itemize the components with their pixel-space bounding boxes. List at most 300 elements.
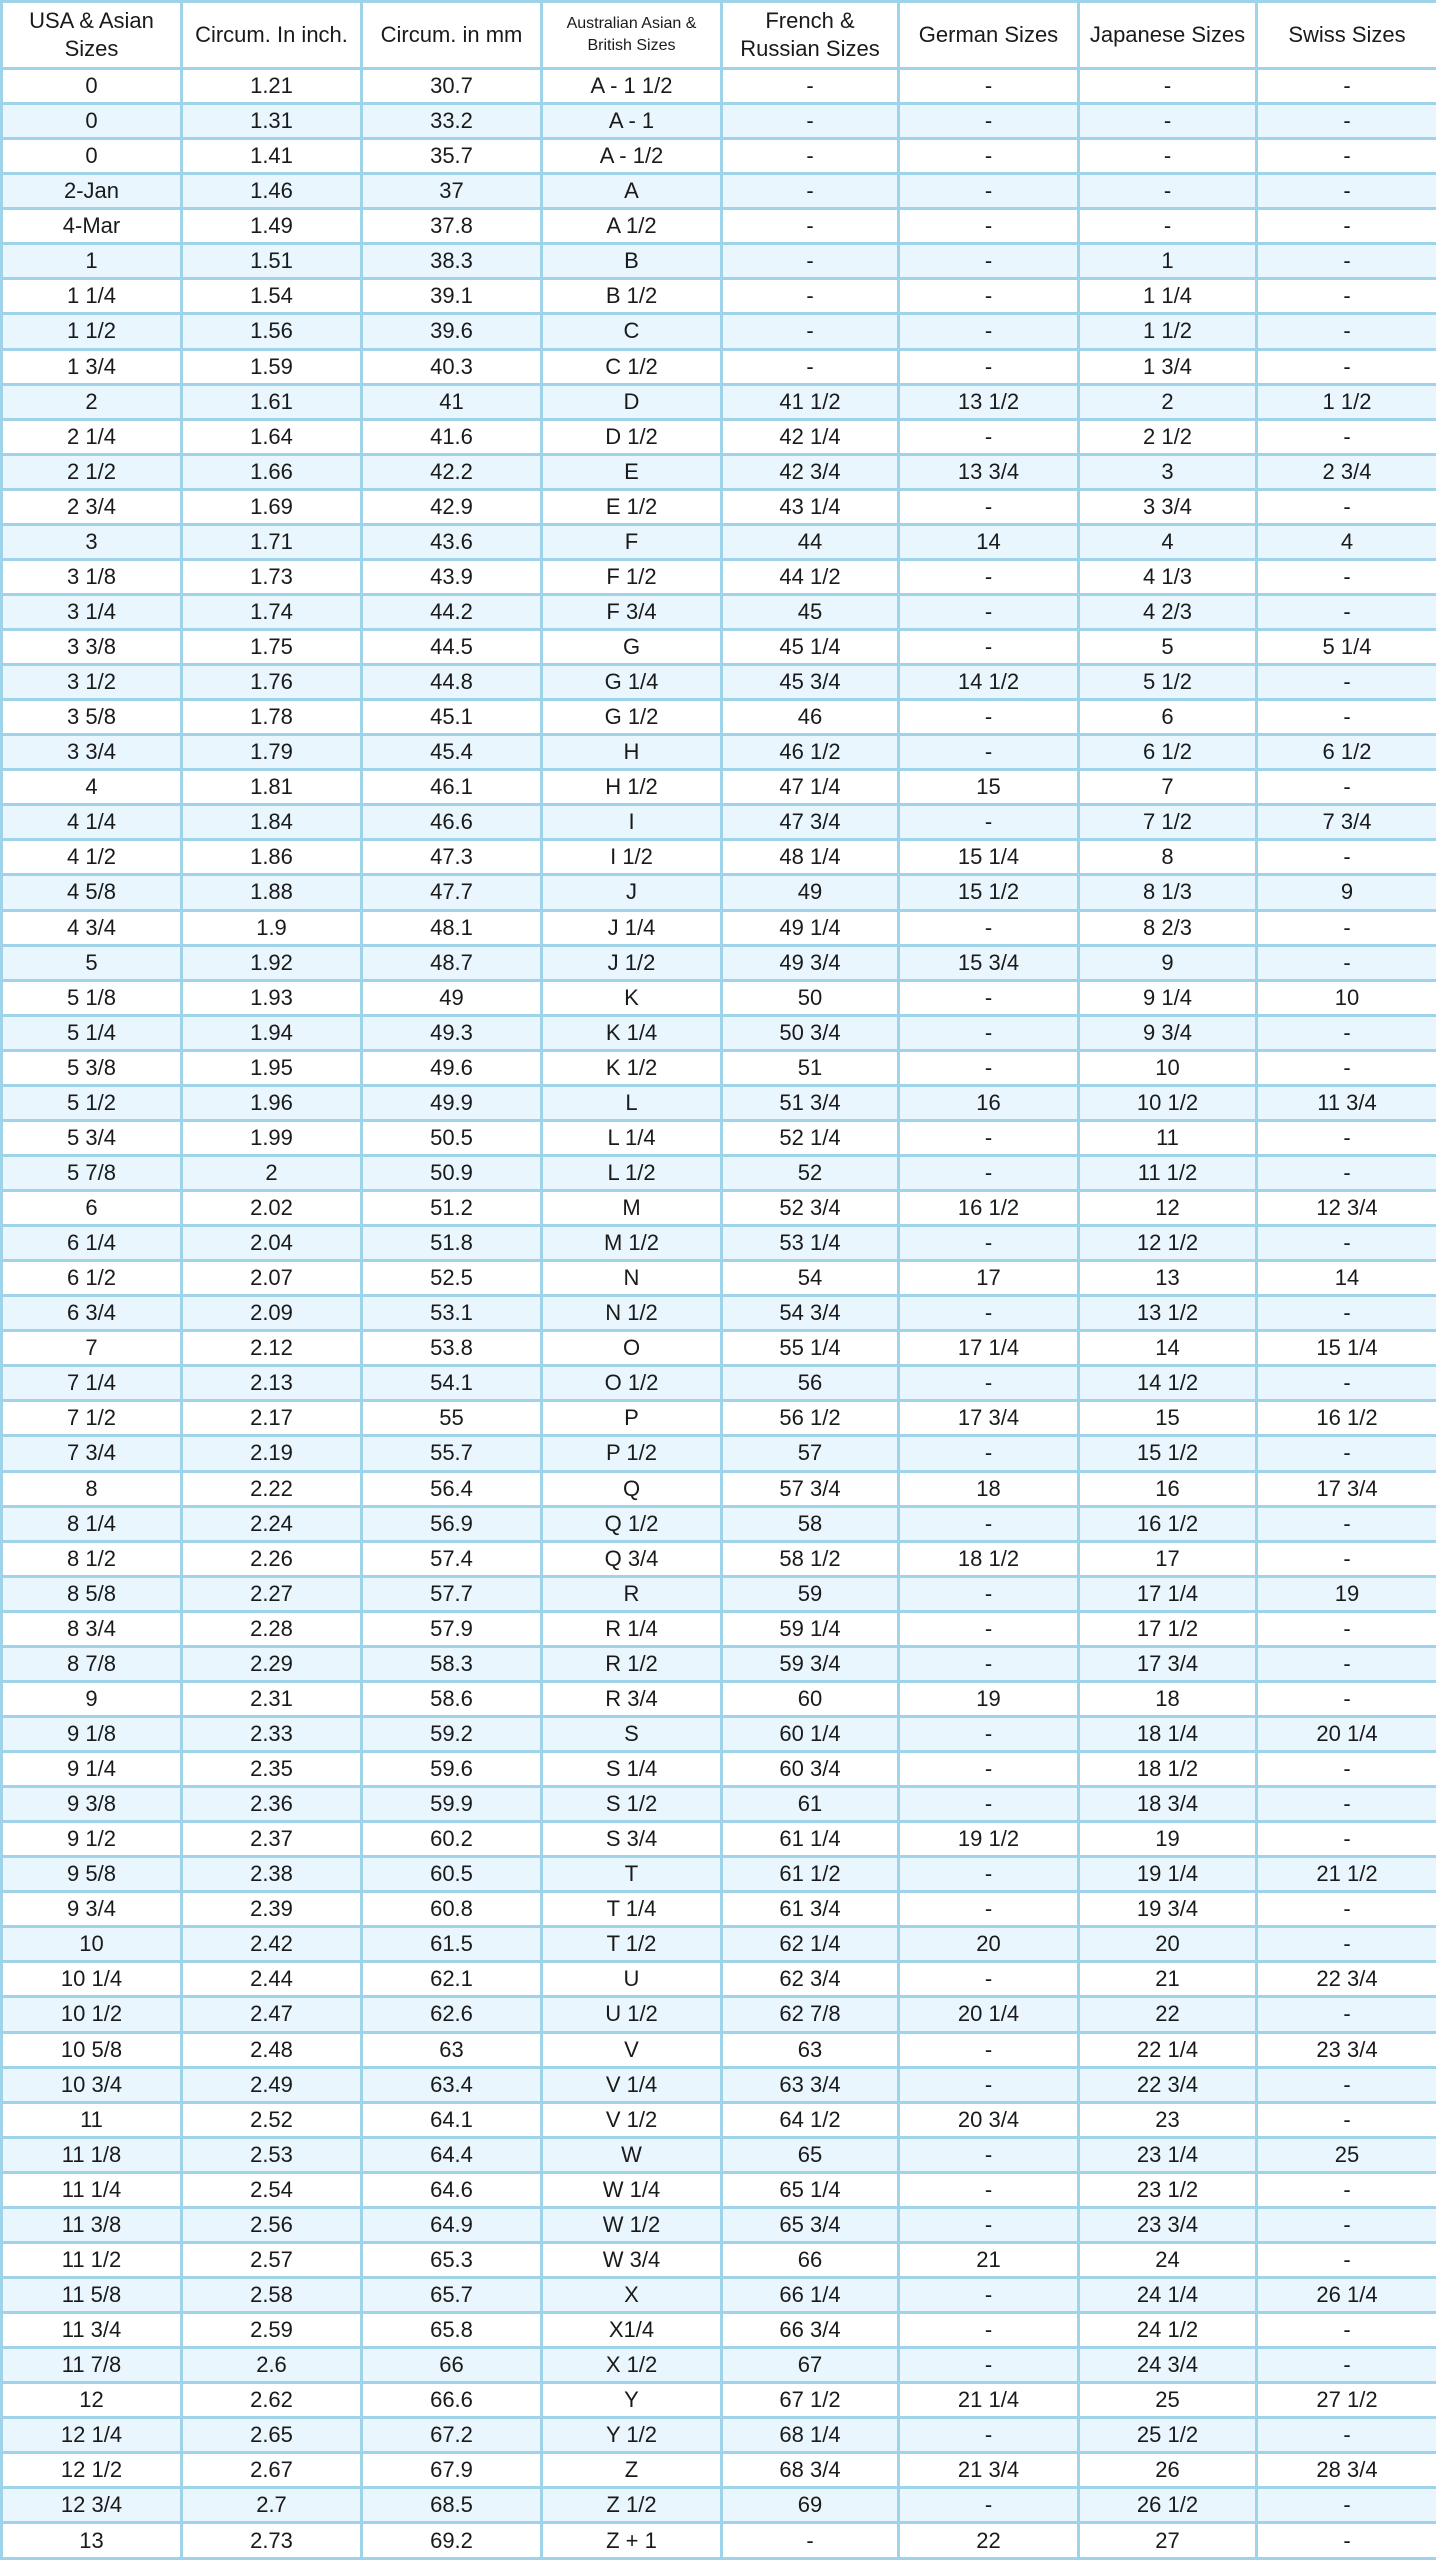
table-row [2,2032,1436,2067]
cell-usa-asian-size: 8 1/2 [2,1541,182,1576]
cell-swiss-size: - [1257,104,1436,139]
cell-usa-asian-size: 9 [2,1681,182,1716]
cell-swiss-size: 27 1/2 [1257,2383,1436,2418]
cell-german-size: - [899,489,1079,524]
cell-japanese-size: 3 3/4 [1079,489,1257,524]
cell-german-size: 16 [899,1085,1079,1120]
cell-usa-asian-size: 6 3/4 [2,1296,182,1331]
cell-australian-british-size: T 1/2 [542,1927,722,1962]
cell-usa-asian-size: 12 [2,2383,182,2418]
cell-french-russian-size: 61 1/2 [722,1857,899,1892]
cell-german-size: - [899,2313,1079,2348]
cell-german-size: - [899,700,1079,735]
cell-usa-asian-size: 12 3/4 [2,2488,182,2523]
cell-circum-inch: 2.36 [182,1787,362,1822]
cell-usa-asian-size: 8 5/8 [2,1576,182,1611]
cell-circum-mm: 53.1 [362,1296,542,1331]
cell-australian-british-size: E 1/2 [542,489,722,524]
cell-japanese-size: 9 1/4 [1079,980,1257,1015]
table-row [2,489,1436,524]
cell-australian-british-size: F 1/2 [542,559,722,594]
cell-circum-inch: 2.56 [182,2207,362,2242]
table-row [2,805,1436,840]
cell-german-size: - [899,1050,1079,1085]
cell-australian-british-size: S 1/2 [542,1787,722,1822]
cell-german-size: - [899,2172,1079,2207]
cell-usa-asian-size: 7 3/4 [2,1436,182,1471]
cell-circum-inch: 2.22 [182,1471,362,1506]
cell-japanese-size: 18 [1079,1681,1257,1716]
cell-circum-inch: 1.95 [182,1050,362,1085]
cell-circum-inch: 1.79 [182,735,362,770]
cell-australian-british-size: N [542,1261,722,1296]
cell-australian-british-size: O [542,1331,722,1366]
cell-german-size: - [899,244,1079,279]
cell-japanese-size: 4 2/3 [1079,594,1257,629]
cell-french-russian-size: - [722,104,899,139]
cell-circum-mm: 62.1 [362,1962,542,1997]
cell-circum-inch: 2.19 [182,1436,362,1471]
cell-usa-asian-size: 5 3/4 [2,1120,182,1155]
cell-swiss-size: 14 [1257,1261,1436,1296]
table-row [2,2277,1436,2312]
cell-circum-inch: 2.44 [182,1962,362,1997]
cell-swiss-size: - [1257,594,1436,629]
cell-usa-asian-size: 0 [2,104,182,139]
cell-australian-british-size: K 1/4 [542,1015,722,1050]
cell-french-russian-size: 56 1/2 [722,1401,899,1436]
cell-french-russian-size: 46 [722,700,899,735]
cell-circum-mm: 53.8 [362,1331,542,1366]
table-row [2,1331,1436,1366]
cell-usa-asian-size: 11 3/8 [2,2207,182,2242]
cell-australian-british-size: P [542,1401,722,1436]
cell-japanese-size: 21 [1079,1962,1257,1997]
cell-usa-asian-size: 10 1/2 [2,1997,182,2032]
cell-swiss-size: - [1257,1997,1436,2032]
cell-japanese-size: 12 1/2 [1079,1226,1257,1261]
cell-australian-british-size: Q [542,1471,722,1506]
cell-japanese-size: - [1079,104,1257,139]
cell-japanese-size: 1 3/4 [1079,349,1257,384]
cell-circum-mm: 54.1 [362,1366,542,1401]
cell-french-russian-size: 63 3/4 [722,2067,899,2102]
cell-circum-inch: 2.57 [182,2242,362,2277]
table-row [2,910,1436,945]
cell-swiss-size: - [1257,419,1436,454]
cell-swiss-size: 19 [1257,1576,1436,1611]
cell-french-russian-size: 59 1/4 [722,1611,899,1646]
cell-circum-inch: 1.71 [182,524,362,559]
cell-japanese-size: 7 [1079,770,1257,805]
cell-french-russian-size: - [722,244,899,279]
table-row [2,1787,1436,1822]
cell-circum-mm: 43.9 [362,559,542,594]
table-header [2,2,1436,69]
cell-usa-asian-size: 8 3/4 [2,1611,182,1646]
table-row [2,384,1436,419]
cell-swiss-size: - [1257,700,1436,735]
cell-circum-inch: 1.84 [182,805,362,840]
cell-swiss-size: - [1257,1822,1436,1857]
cell-circum-mm: 41 [362,384,542,419]
cell-circum-inch: 1.61 [182,384,362,419]
table-row [2,1155,1436,1190]
cell-swiss-size: - [1257,1611,1436,1646]
cell-german-size: 20 [899,1927,1079,1962]
table-row [2,174,1436,209]
cell-swiss-size: - [1257,1646,1436,1681]
cell-circum-inch: 2.04 [182,1226,362,1261]
table-row [2,1681,1436,1716]
cell-japanese-size: 8 [1079,840,1257,875]
cell-german-size: - [899,1015,1079,1050]
cell-circum-mm: 51.8 [362,1226,542,1261]
cell-french-russian-size: 43 1/4 [722,489,899,524]
table-row [2,524,1436,559]
cell-french-russian-size: 54 [722,1261,899,1296]
table-row [2,2453,1436,2488]
cell-circum-inch: 1.78 [182,700,362,735]
cell-german-size: - [899,1787,1079,1822]
cell-german-size: - [899,1892,1079,1927]
cell-german-size: 15 3/4 [899,945,1079,980]
cell-japanese-size: - [1079,209,1257,244]
cell-swiss-size: - [1257,2488,1436,2523]
cell-usa-asian-size: 2 [2,384,182,419]
cell-circum-inch: 1.73 [182,559,362,594]
table-row [2,1436,1436,1471]
cell-french-russian-size: 66 1/4 [722,2277,899,2312]
cell-japanese-size: 13 1/2 [1079,1296,1257,1331]
cell-swiss-size: - [1257,1752,1436,1787]
cell-japanese-size: 6 1/2 [1079,735,1257,770]
cell-french-russian-size: 56 [722,1366,899,1401]
table-row [2,875,1436,910]
header-circum-mm: Circum. in mm [362,2,542,69]
cell-circum-inch: 2.02 [182,1191,362,1226]
cell-circum-inch: 1.9 [182,910,362,945]
cell-swiss-size: - [1257,244,1436,279]
cell-japanese-size: 22 1/4 [1079,2032,1257,2067]
cell-japanese-size: 1 [1079,244,1257,279]
cell-circum-mm: 69.2 [362,2523,542,2559]
cell-japanese-size: 13 [1079,1261,1257,1296]
cell-german-size: 17 [899,1261,1079,1296]
cell-japanese-size: 18 1/2 [1079,1752,1257,1787]
cell-circum-inch: 1.99 [182,1120,362,1155]
cell-australian-british-size: B [542,244,722,279]
cell-swiss-size: - [1257,2418,1436,2453]
cell-french-russian-size: 42 3/4 [722,454,899,489]
header-german-sizes: German Sizes [899,2,1079,69]
cell-usa-asian-size: 5 1/8 [2,980,182,1015]
cell-german-size: - [899,349,1079,384]
cell-japanese-size: 19 [1079,1822,1257,1857]
table-row [2,2383,1436,2418]
cell-japanese-size: 18 3/4 [1079,1787,1257,1822]
table-row [2,314,1436,349]
cell-swiss-size: 1 1/2 [1257,384,1436,419]
cell-circum-inch: 2.67 [182,2453,362,2488]
cell-german-size: - [899,2488,1079,2523]
cell-german-size: - [899,1646,1079,1681]
cell-circum-mm: 51.2 [362,1191,542,1226]
cell-swiss-size: 12 3/4 [1257,1191,1436,1226]
table-row [2,2488,1436,2523]
cell-french-russian-size: 53 1/4 [722,1226,899,1261]
cell-australian-british-size: D [542,384,722,419]
cell-french-russian-size: 66 [722,2242,899,2277]
table-row [2,1611,1436,1646]
cell-circum-mm: 62.6 [362,1997,542,2032]
cell-swiss-size: - [1257,1927,1436,1962]
cell-usa-asian-size: 2 1/2 [2,454,182,489]
cell-australian-british-size: X [542,2277,722,2312]
cell-circum-inch: 1.81 [182,770,362,805]
cell-australian-british-size: O 1/2 [542,1366,722,1401]
cell-usa-asian-size: 11 5/8 [2,2277,182,2312]
header-circum-inch: Circum. In inch. [182,2,362,69]
cell-circum-inch: 2.47 [182,1997,362,2032]
cell-circum-mm: 59.9 [362,1787,542,1822]
cell-german-size: 21 3/4 [899,2453,1079,2488]
cell-australian-british-size: C [542,314,722,349]
cell-australian-british-size: Y [542,2383,722,2418]
cell-circum-mm: 48.7 [362,945,542,980]
cell-japanese-size: - [1079,174,1257,209]
table-row [2,1646,1436,1681]
cell-australian-british-size: H [542,735,722,770]
cell-japanese-size: 22 [1079,1997,1257,2032]
cell-german-size: - [899,2067,1079,2102]
cell-circum-inch: 1.51 [182,244,362,279]
cell-french-russian-size: - [722,69,899,104]
cell-australian-british-size: Y 1/2 [542,2418,722,2453]
cell-circum-inch: 1.76 [182,665,362,700]
cell-french-russian-size: 57 3/4 [722,1471,899,1506]
table-row [2,1857,1436,1892]
cell-french-russian-size: 62 1/4 [722,1927,899,1962]
cell-german-size: - [899,735,1079,770]
table-row [2,1506,1436,1541]
cell-circum-mm: 47.3 [362,840,542,875]
cell-usa-asian-size: 8 [2,1471,182,1506]
cell-swiss-size: - [1257,1541,1436,1576]
cell-french-russian-size: - [722,139,899,174]
cell-circum-inch: 2.37 [182,1822,362,1857]
cell-circum-mm: 49.6 [362,1050,542,1085]
cell-japanese-size: 14 1/2 [1079,1366,1257,1401]
cell-swiss-size: 5 1/4 [1257,630,1436,665]
cell-usa-asian-size: 3 3/8 [2,630,182,665]
cell-german-size: 21 [899,2242,1079,2277]
cell-japanese-size: 20 [1079,1927,1257,1962]
cell-australian-british-size: X1/4 [542,2313,722,2348]
cell-circum-mm: 48.1 [362,910,542,945]
cell-german-size: - [899,805,1079,840]
cell-circum-mm: 67.9 [362,2453,542,2488]
table-row [2,1050,1436,1085]
cell-australian-british-size: Q 1/2 [542,1506,722,1541]
cell-french-russian-size: 65 1/4 [722,2172,899,2207]
cell-french-russian-size: - [722,314,899,349]
cell-swiss-size: 4 [1257,524,1436,559]
table-row [2,735,1436,770]
cell-circum-inch: 1.92 [182,945,362,980]
cell-australian-british-size: J 1/4 [542,910,722,945]
table-row [2,349,1436,384]
cell-german-size: - [899,2348,1079,2383]
cell-swiss-size: - [1257,1296,1436,1331]
cell-circum-inch: 2.48 [182,2032,362,2067]
cell-german-size: - [899,1857,1079,1892]
cell-swiss-size: - [1257,1155,1436,1190]
cell-japanese-size: 11 1/2 [1079,1155,1257,1190]
cell-circum-inch: 1.59 [182,349,362,384]
cell-circum-mm: 68.5 [362,2488,542,2523]
cell-japanese-size: 6 [1079,700,1257,735]
cell-french-russian-size: 63 [722,2032,899,2067]
cell-french-russian-size: 41 1/2 [722,384,899,419]
cell-circum-inch: 2.54 [182,2172,362,2207]
cell-circum-inch: 2.65 [182,2418,362,2453]
cell-circum-inch: 2.12 [182,1331,362,1366]
cell-circum-mm: 33.2 [362,104,542,139]
cell-usa-asian-size: 11 1/2 [2,2242,182,2277]
cell-french-russian-size: 52 1/4 [722,1120,899,1155]
cell-australian-british-size: F [542,524,722,559]
cell-swiss-size: 26 1/4 [1257,2277,1436,2312]
cell-usa-asian-size: 3 1/4 [2,594,182,629]
cell-australian-british-size: T [542,1857,722,1892]
cell-swiss-size: - [1257,1050,1436,1085]
cell-circum-inch: 1.46 [182,174,362,209]
cell-german-size: - [899,1716,1079,1751]
cell-usa-asian-size: 12 1/2 [2,2453,182,2488]
cell-japanese-size: - [1079,69,1257,104]
header-japanese-sizes: Japanese Sizes [1079,2,1257,69]
cell-japanese-size: 1 1/2 [1079,314,1257,349]
cell-australian-british-size: I 1/2 [542,840,722,875]
cell-usa-asian-size: 13 [2,2523,182,2559]
cell-swiss-size: - [1257,1892,1436,1927]
cell-french-russian-size: 45 [722,594,899,629]
cell-australian-british-size: Q 3/4 [542,1541,722,1576]
cell-japanese-size: 5 [1079,630,1257,665]
cell-circum-mm: 58.6 [362,1681,542,1716]
table-row [2,2102,1436,2137]
cell-french-russian-size: 69 [722,2488,899,2523]
cell-french-russian-size: 50 3/4 [722,1015,899,1050]
cell-german-size: - [899,1506,1079,1541]
cell-german-size: - [899,2032,1079,2067]
cell-german-size: - [899,139,1079,174]
cell-australian-british-size: M 1/2 [542,1226,722,1261]
cell-circum-inch: 2.27 [182,1576,362,1611]
cell-circum-inch: 1.41 [182,139,362,174]
cell-circum-mm: 55 [362,1401,542,1436]
cell-swiss-size: - [1257,2242,1436,2277]
cell-german-size: - [899,1120,1079,1155]
cell-japanese-size: 25 1/2 [1079,2418,1257,2453]
cell-japanese-size: 16 1/2 [1079,1506,1257,1541]
cell-circum-mm: 56.9 [362,1506,542,1541]
cell-swiss-size: - [1257,349,1436,384]
cell-circum-mm: 60.5 [362,1857,542,1892]
cell-circum-inch: 1.56 [182,314,362,349]
cell-german-size: 17 3/4 [899,1401,1079,1436]
cell-usa-asian-size: 8 1/4 [2,1506,182,1541]
cell-circum-mm: 63.4 [362,2067,542,2102]
cell-circum-mm: 57.4 [362,1541,542,1576]
cell-usa-asian-size: 5 [2,945,182,980]
cell-french-russian-size: 58 [722,1506,899,1541]
cell-swiss-size: - [1257,770,1436,805]
cell-swiss-size: - [1257,945,1436,980]
cell-swiss-size: - [1257,69,1436,104]
cell-french-russian-size: 68 1/4 [722,2418,899,2453]
cell-australian-british-size: V 1/4 [542,2067,722,2102]
cell-swiss-size: 20 1/4 [1257,1716,1436,1751]
cell-circum-mm: 49.3 [362,1015,542,1050]
cell-circum-mm: 57.7 [362,1576,542,1611]
cell-circum-mm: 64.1 [362,2102,542,2137]
cell-french-russian-size: 60 3/4 [722,1752,899,1787]
cell-japanese-size: 19 3/4 [1079,1892,1257,1927]
cell-usa-asian-size: 12 1/4 [2,2418,182,2453]
cell-swiss-size: 11 3/4 [1257,1085,1436,1120]
cell-german-size: - [899,1226,1079,1261]
cell-french-russian-size: 50 [722,980,899,1015]
cell-circum-mm: 59.6 [362,1752,542,1787]
cell-german-size: - [899,2277,1079,2312]
cell-circum-mm: 66.6 [362,2383,542,2418]
cell-circum-inch: 2.62 [182,2383,362,2418]
cell-swiss-size: 25 [1257,2137,1436,2172]
cell-circum-inch: 1.75 [182,630,362,665]
cell-french-russian-size: - [722,174,899,209]
table-row [2,2523,1436,2559]
cell-australian-british-size: J [542,875,722,910]
cell-japanese-size: 8 2/3 [1079,910,1257,945]
cell-japanese-size: 3 [1079,454,1257,489]
cell-german-size: 21 1/4 [899,2383,1079,2418]
cell-swiss-size: - [1257,840,1436,875]
cell-circum-inch: 2.49 [182,2067,362,2102]
cell-circum-inch: 2.33 [182,1716,362,1751]
cell-swiss-size: 28 3/4 [1257,2453,1436,2488]
table-row [2,2172,1436,2207]
cell-french-russian-size: 57 [722,1436,899,1471]
cell-japanese-size: 24 [1079,2242,1257,2277]
table-row [2,69,1436,104]
table-row [2,279,1436,314]
cell-australian-british-size: P 1/2 [542,1436,722,1471]
cell-japanese-size: 7 1/2 [1079,805,1257,840]
cell-french-russian-size: 62 7/8 [722,1997,899,2032]
cell-usa-asian-size: 10 3/4 [2,2067,182,2102]
cell-circum-mm: 46.1 [362,770,542,805]
cell-japanese-size: 19 1/4 [1079,1857,1257,1892]
cell-german-size: 18 1/2 [899,1541,1079,1576]
cell-japanese-size: 23 1/4 [1079,2137,1257,2172]
cell-circum-inch: 2.24 [182,1506,362,1541]
cell-japanese-size: 10 1/2 [1079,1085,1257,1120]
cell-australian-british-size: A 1/2 [542,209,722,244]
table-row [2,559,1436,594]
cell-swiss-size: - [1257,1120,1436,1155]
